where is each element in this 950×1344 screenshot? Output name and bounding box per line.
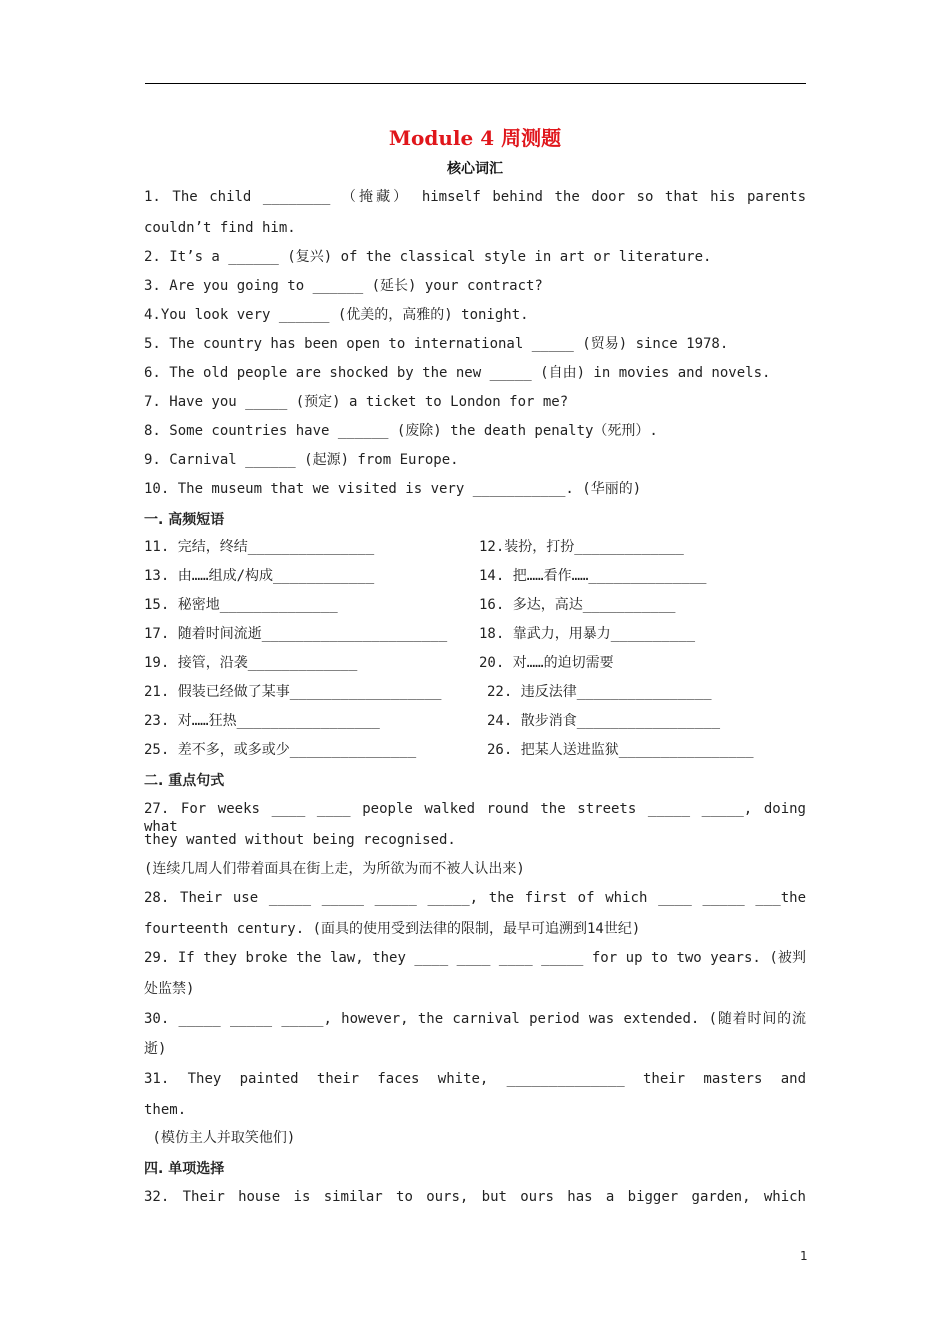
vocab-line: 2. It’s a ______ (复兴) of the classical style in art or literature.: [144, 249, 712, 265]
page-number: 1: [800, 1249, 808, 1263]
vocab-line: 7. Have you _____ (预定) a ticket to London for me?: [144, 394, 569, 410]
sentence-line: 逝): [144, 1041, 167, 1057]
phrase-item: 14. 把……看作……______________: [479, 568, 707, 584]
sentence-line: they wanted without being recognised.: [144, 832, 456, 848]
sentence-line: (连续几周人们带着面具在街上走，为所欲为而不被人认出来): [144, 861, 525, 877]
phrase-item: 19. 接管，沿袭_____________: [144, 655, 358, 671]
vocab-line: 6. The old people are shocked by the new _____ (自由) in movies and novels.: [144, 365, 771, 381]
phrase-item: 12.装扮，打扮_____________: [479, 539, 684, 555]
vocab-line: 3. Are you going to ______ (延长) your contract?: [144, 278, 543, 294]
choice-line: 32. Their house is similar to ours, but ours has a bigger garden, which: [144, 1189, 806, 1205]
vocab-line: couldn’t find him.: [144, 220, 296, 236]
phrase-item: 26. 把某人送进监狱________________: [487, 742, 754, 758]
sentence-line: 27. For weeks ____ ____ people walked round the streets _____ _____, doing what: [144, 801, 806, 835]
sentence-line: fourteenth century. (面具的使用受到法律的限制，最早可追溯到14世纪): [144, 921, 641, 937]
page-title: Module 4 周测题: [388, 126, 562, 150]
phrase-item: 22. 违反法律________________: [487, 684, 712, 700]
vocab-line: 9. Carnival ______ (起源) from Europe.: [144, 452, 459, 468]
phrase-item: 11. 完结，终结_______________: [144, 539, 375, 555]
phrase-item: 25. 差不多，或多或少_______________: [144, 742, 417, 758]
vocab-line: 1. The child ________ （掩藏） himself behind the door so that his parents: [144, 189, 806, 205]
vocab-line: 8. Some countries have ______ (废除) the death penalty（死刑）.: [144, 423, 658, 439]
sentence-line: 处监禁): [144, 981, 195, 997]
section-core-vocab: 核心词汇: [447, 161, 503, 177]
phrase-item: 17. 随着时间流逝______________________: [144, 626, 448, 642]
phrase-item: 15. 秘密地______________: [144, 597, 338, 613]
section-heading: 一. 高频短语: [144, 512, 225, 528]
sentence-line: (模仿主人并取笑他们): [144, 1130, 296, 1146]
sentence-line: them.: [144, 1102, 187, 1118]
vocab-line: 5. The country has been open to international _____ (贸易) since 1978.: [144, 336, 729, 352]
sentence-line: 29. If they broke the law, they ____ ____ ____ _____ for up to two years. (被判: [144, 950, 806, 966]
phrase-item: 20. 对……的迫切需要: [479, 655, 614, 671]
section-heading: 二. 重点句式: [144, 773, 225, 789]
vocab-line: 10. The museum that we visited is very ___________. (华丽的): [144, 481, 642, 497]
sentence-line: 30. _____ _____ _____, however, the carnival period was extended. (随着时间的流: [144, 1011, 806, 1027]
phrase-item: 18. 靠武力，用暴力__________: [479, 626, 696, 642]
section-heading: 四. 单项选择: [144, 1161, 225, 1177]
sentence-line: 31. They painted their faces white, ______________ their masters and: [144, 1071, 806, 1087]
phrase-item: 13. 由……组成/构成____________: [144, 568, 375, 584]
vocab-line: 4.You look very ______ (优美的，高雅的) tonight.: [144, 307, 529, 323]
sentence-line: 28. Their use _____ _____ _____ _____, the first of which ____ _____ ___the: [144, 890, 806, 906]
phrase-item: 23. 对……狂热_________________: [144, 713, 380, 729]
header-rule: [145, 83, 806, 84]
phrase-item: 21. 假装已经做了某事__________________: [144, 684, 442, 700]
phrase-item: 16. 多达，高达___________: [479, 597, 676, 613]
phrase-item: 24. 散步消食_________________: [487, 713, 721, 729]
